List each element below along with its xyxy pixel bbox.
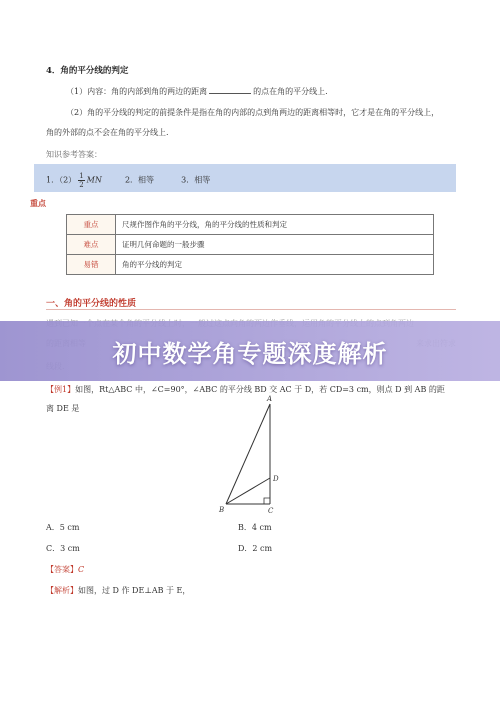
fraction-numerator: 1 xyxy=(79,172,84,180)
fill-blank xyxy=(209,86,251,94)
answer-row xyxy=(46,172,210,189)
option-b: B．4 cm xyxy=(238,523,272,532)
item-2-line-2: 角的外部的点不会在角的平分线上. xyxy=(46,128,169,137)
label-d: D xyxy=(273,475,279,483)
item-2-line-1: （2）角的平分线的判定的前提条件是指在角的内部的点到角两边的距离相等时，它才是在角的平分线上， xyxy=(66,108,440,117)
answer-1-prefix: 1．（2） xyxy=(46,175,77,185)
title-banner xyxy=(0,321,500,381)
table-value: 证明几何命题的一般步骤 xyxy=(116,235,434,255)
answer-2: 2．相等 xyxy=(124,175,155,185)
right-angle-mark xyxy=(264,498,270,504)
bisector-bd xyxy=(226,478,270,504)
label-a: A xyxy=(267,395,273,403)
table-key: 难点 xyxy=(67,235,116,255)
table-row xyxy=(67,235,434,255)
answer-value: C xyxy=(78,565,85,574)
analysis-text: 如图，过 D 作 DE⊥AB 于 E， xyxy=(78,586,191,595)
item-1-pre: （1）内容：角的内部到角的两边的距离 xyxy=(66,87,208,96)
example-text-2: 离 DE 是 xyxy=(46,404,80,413)
example-text: 如图，Rt△ABC 中，∠C=90°，∠ABC 的平分线 BD 交 AC 于 D，若 CD=3 cm，则点 D 到 AB 的距 xyxy=(75,385,445,394)
analysis xyxy=(46,585,190,596)
item-1 xyxy=(66,86,328,97)
label-c: C xyxy=(268,507,274,515)
banner-title: 初中数学角专题深度解析 xyxy=(112,339,388,368)
answer-1-suffix: MN xyxy=(86,175,102,185)
key-points-table xyxy=(66,214,434,275)
answers-label: 知识参考答案： xyxy=(46,150,102,159)
fraction-denominator: 2 xyxy=(79,181,84,189)
section-heading-4: 4．角的平分线的判定 xyxy=(46,66,129,76)
option-a: A．5 cm xyxy=(46,523,80,532)
table-value: 尺规作图作角的平分线，角的平分线的性质和判定 xyxy=(116,215,434,235)
table-key: 易错 xyxy=(67,255,116,275)
example-label: 【例1】 xyxy=(46,385,76,394)
table-row xyxy=(67,215,434,235)
table-value: 角的平分线的判定 xyxy=(116,255,434,275)
option-c: C．3 cm xyxy=(46,544,80,553)
answer xyxy=(46,564,84,575)
fraction xyxy=(78,172,84,189)
label-b: B xyxy=(219,506,225,514)
key-points-label: 重点 xyxy=(30,198,46,208)
section-divider xyxy=(46,309,456,310)
table-row xyxy=(67,255,434,275)
section-title: 一、角的平分线的性质 xyxy=(46,299,137,309)
answer-3: 3．相等 xyxy=(181,175,211,185)
table-key: 重点 xyxy=(67,215,116,235)
option-d: D．2 cm xyxy=(238,544,273,553)
side-ab xyxy=(226,404,270,504)
answer-label: 【答案】 xyxy=(46,565,78,574)
item-1-post: 的点在角的平分线上. xyxy=(253,87,328,96)
analysis-label: 【解析】 xyxy=(46,586,78,595)
triangle-figure xyxy=(210,392,290,517)
